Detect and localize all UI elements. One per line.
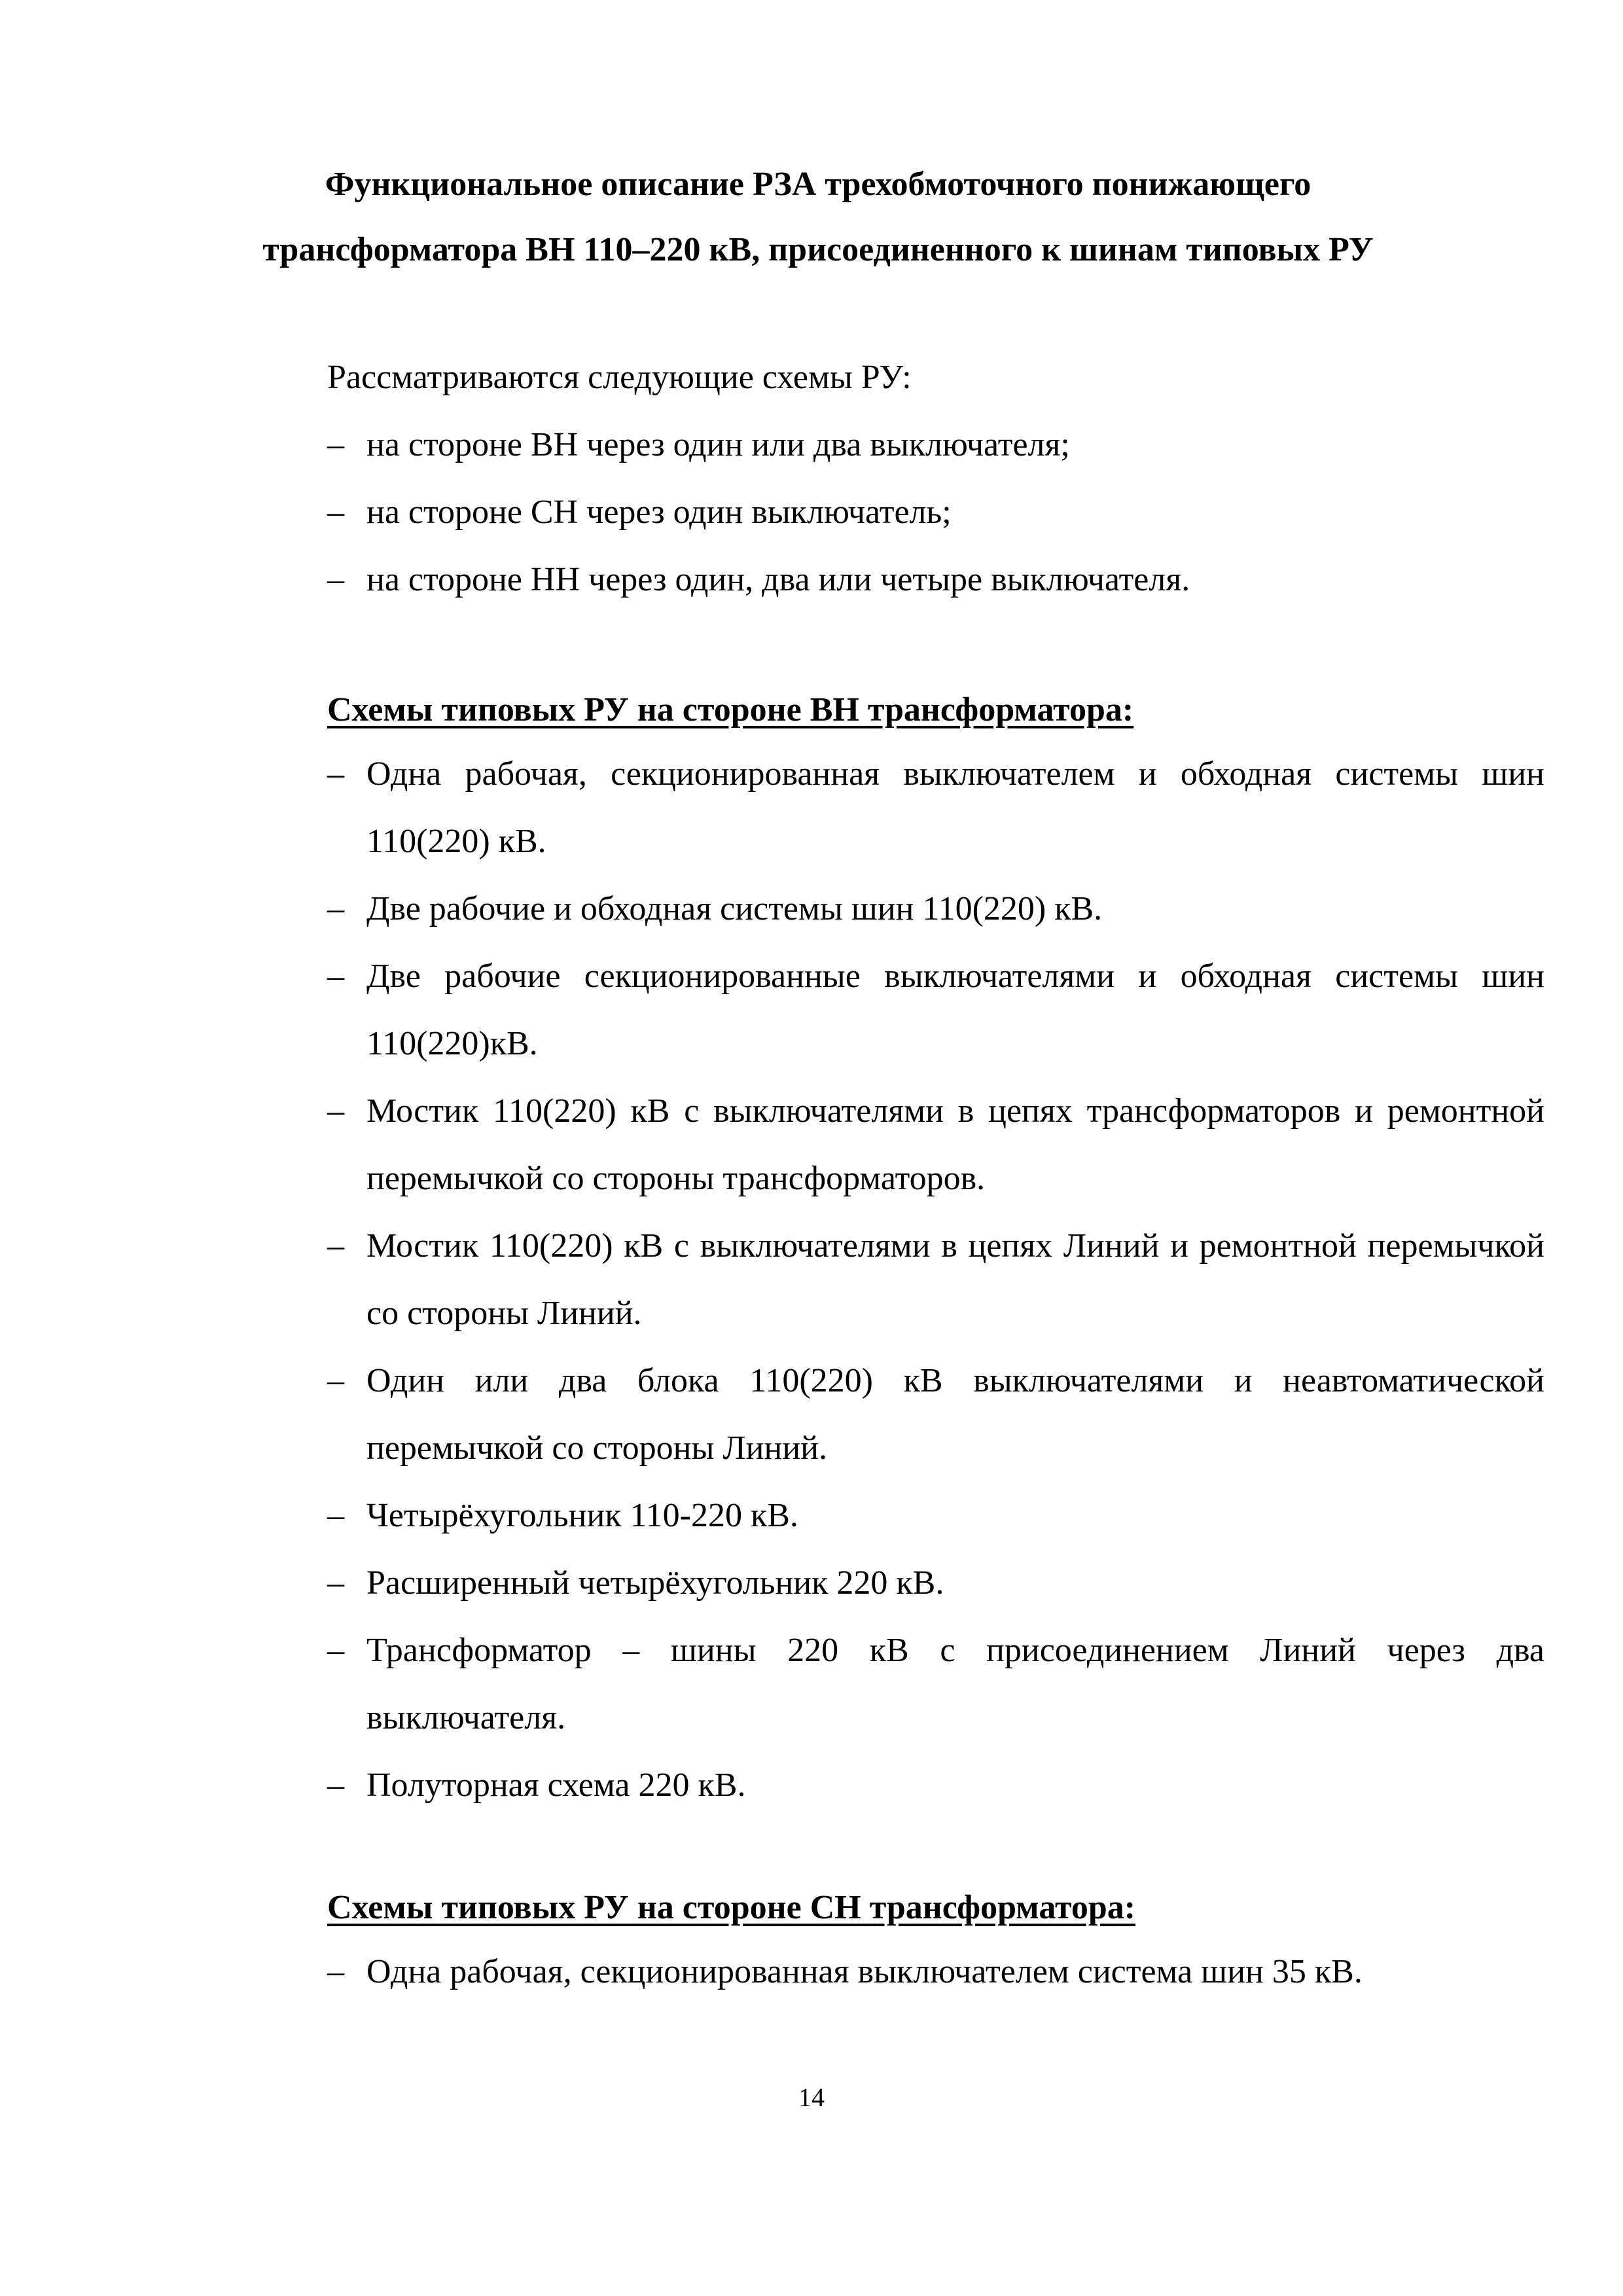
list-item	[327, 478, 1544, 546]
list-marker: –	[327, 493, 344, 531]
list-item-text: Одна рабочая, секционированная выключателем и обходная системы шин 110(220) кВ.	[366, 755, 1544, 860]
document-title	[196, 152, 1440, 283]
list-marker: –	[327, 958, 344, 995]
list-item-text: Расширенный четырёхугольник 220 кВ.	[366, 1564, 944, 1602]
intro-list	[327, 411, 1544, 613]
section-list-ch	[327, 1938, 1544, 2005]
list-marker: –	[327, 1092, 344, 1130]
list-marker: –	[327, 1564, 344, 1602]
section-list-bh	[327, 740, 1544, 1819]
section-heading-bh: Схемы типовых РУ на стороне ВН трансформатора:	[327, 691, 1134, 728]
title-line-2: трансформатора ВН 110–220 кВ, присоединенного к шинам типовых РУ	[262, 231, 1374, 268]
list-item-text: Две рабочие секционированные выключателями и обходная системы шин 110(220)кВ.	[366, 958, 1544, 1062]
list-item	[327, 411, 1544, 478]
list-item-text: на стороне НН через один, два или четыре выключателя.	[366, 561, 1190, 598]
list-item	[327, 740, 1544, 875]
list-item	[327, 546, 1544, 613]
intro-paragraph: Рассматриваются следующие схемы РУ:	[327, 359, 912, 396]
list-marker: –	[327, 561, 344, 598]
list-marker: –	[327, 1767, 344, 1804]
list-marker: –	[327, 1362, 344, 1399]
list-item	[327, 1212, 1544, 1347]
list-item-text: Четырёхугольник 110-220 кВ.	[366, 1497, 798, 1534]
list-marker: –	[327, 890, 344, 927]
title-line-1: Функциональное описание РЗА трехобмоточного понижающего	[325, 166, 1311, 203]
list-item-text: Мостик 110(220) кВ с выключателями в цепях Линий и ремонтной перемычкой со стороны Линий.	[366, 1227, 1544, 1332]
list-item-text: Полуторная схема 220 кВ.	[366, 1767, 746, 1804]
list-item-text: Трансформатор – шины 220 кВ с присоединением Линий через два выключателя.	[366, 1632, 1544, 1736]
list-item-text: Одна рабочая, секционированная выключателем система шин 35 кВ.	[366, 1953, 1363, 1990]
list-marker: –	[327, 426, 344, 463]
list-item	[327, 1347, 1544, 1482]
list-item	[327, 1751, 1544, 1819]
section-heading-ch: Схемы типовых РУ на стороне СН трансформатора:	[327, 1889, 1136, 1926]
page-number: 14	[798, 2083, 825, 2112]
list-marker: –	[327, 755, 344, 793]
list-item-text: на стороне ВН через один или два выключателя;	[366, 426, 1070, 463]
list-marker: –	[327, 1227, 344, 1265]
list-item-text: Две рабочие и обходная системы шин 110(220) кВ.	[366, 890, 1103, 927]
list-marker: –	[327, 1953, 344, 1990]
list-item	[327, 875, 1544, 942]
list-item	[327, 1482, 1544, 1549]
list-item	[327, 942, 1544, 1077]
list-item	[327, 1549, 1544, 1617]
list-item	[327, 1938, 1544, 2005]
list-item	[327, 1077, 1544, 1212]
list-item-text: Мостик 110(220) кВ с выключателями в цепях трансформаторов и ремонтной перемычкой со стороны трансформаторов.	[366, 1092, 1544, 1197]
list-item	[327, 1617, 1544, 1751]
list-marker: –	[327, 1497, 344, 1534]
list-marker: –	[327, 1632, 344, 1669]
list-item-text: Один или два блока 110(220) кВ выключателями и неавтоматической перемычкой со стороны Линий.	[366, 1362, 1544, 1467]
list-item-text: на стороне СН через один выключатель;	[366, 493, 952, 531]
